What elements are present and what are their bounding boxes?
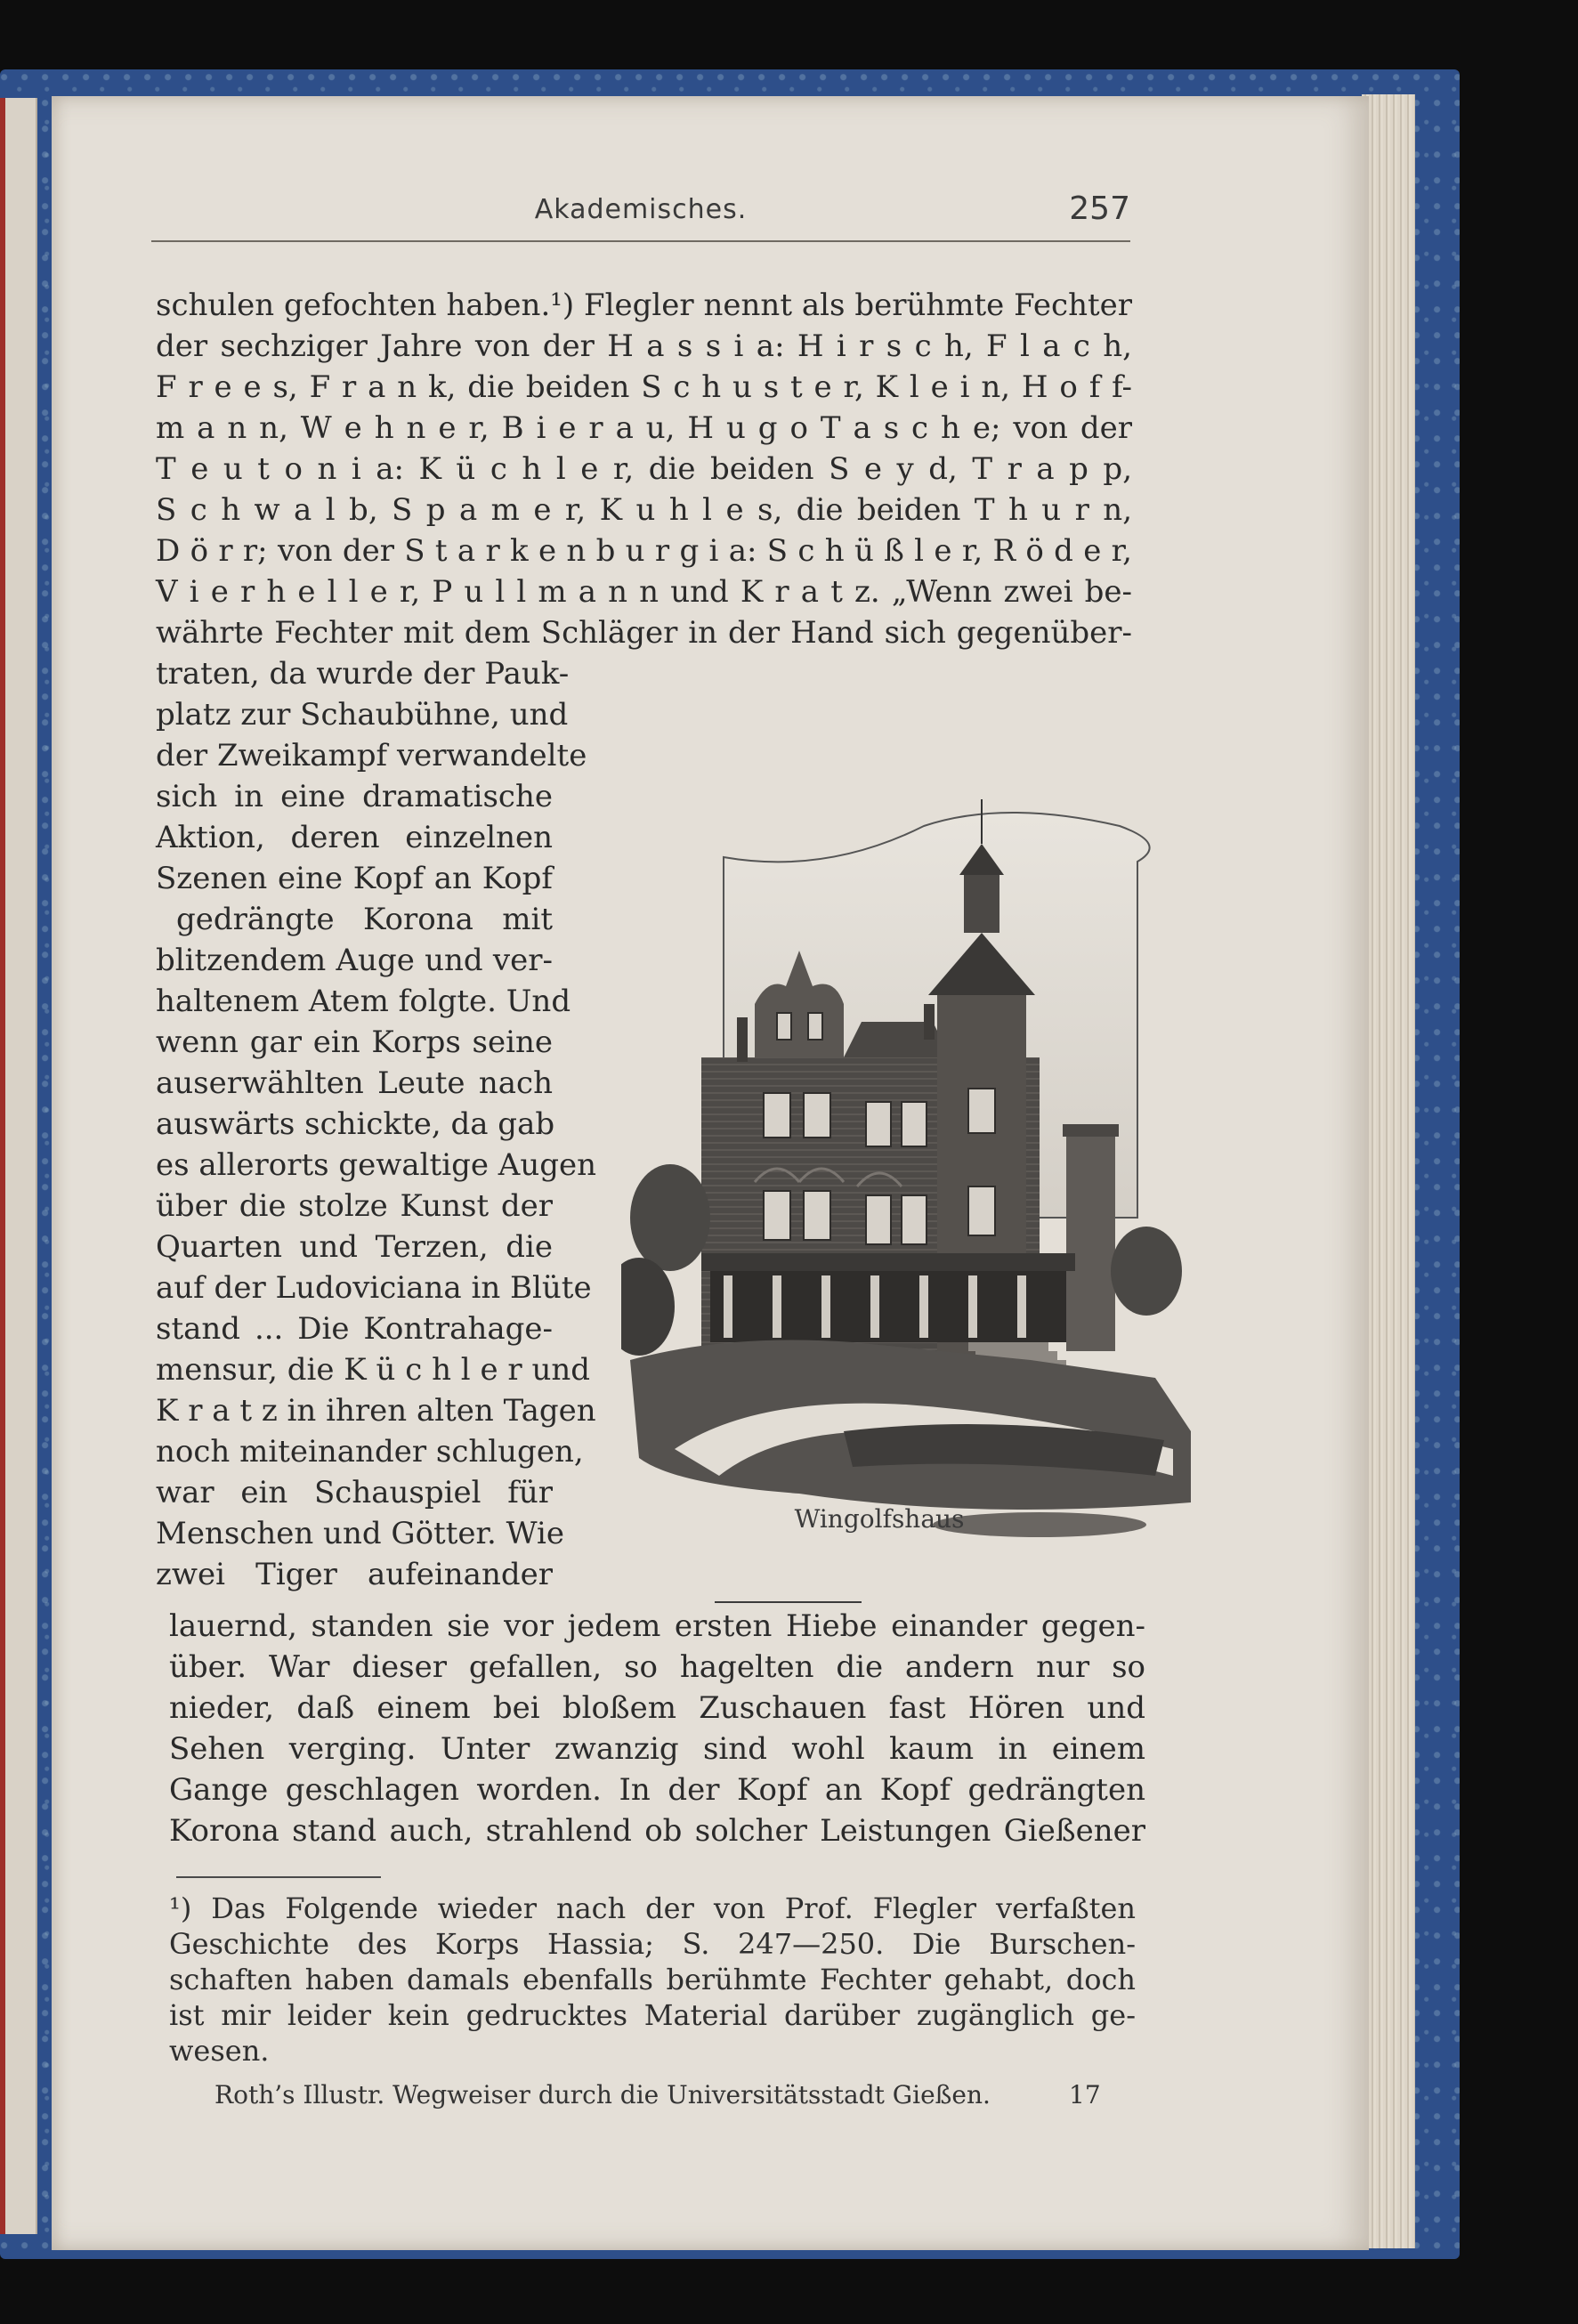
wrap-line: auserwählten Leute nach <box>156 1065 553 1101</box>
body-line: nieder, daß einem bei bloßem Zuschauen fast Hören und <box>169 1690 1145 1726</box>
running-header <box>151 187 1130 242</box>
building-illustration <box>621 719 1191 1574</box>
wrap-line: zwei Tiger aufeinander <box>156 1557 553 1592</box>
page-stack-edge <box>1362 94 1415 2248</box>
wrap-line: stand ... Die Kontrahage- <box>156 1311 553 1347</box>
body-line: T e u t o n i a: K ü c h l e r, die beiden S e y d, T r a p p, <box>156 451 1132 487</box>
footnote-line: ¹) Das Folgende wieder nach der von Prof. Flegler verfaßten <box>169 1891 1136 1925</box>
body-line: m a n n, W e h n e r, B i e r a u, H u g o T a s c h e; von der <box>156 410 1132 446</box>
wrap-line: gedrängte Korona mit <box>176 902 553 937</box>
wrap-line: Menschen und Götter. Wie <box>156 1516 564 1551</box>
wingolfshaus-engraving <box>621 719 1191 1574</box>
footnote-line: Geschichte des Korps Hassia; S. 247—250. Die Burschen- <box>169 1927 1136 1961</box>
wrap-line: es allerorts gewaltige Augen <box>156 1147 597 1183</box>
signature-mark: 17 <box>1069 2080 1101 2109</box>
body-line: währte Fechter mit dem Schläger in der Hand sich gegenüber- <box>156 615 1132 651</box>
wrap-line: sich in eine dramatische <box>156 779 553 814</box>
wrap-line: platz zur Schaubühne, und <box>156 697 569 733</box>
body-line: D ö r r; von der S t a r k e n b u r g i a: S c h ü ß l e r, R ö d e r, <box>156 533 1132 569</box>
book-page <box>52 96 1369 2250</box>
body-line: der sechziger Jahre von der H a s s i a: H i r s c h, F l a c h, <box>156 328 1132 364</box>
body-line: F r e e s, F r a n k, die beiden S c h u s t e r, K l e i n, H o f f- <box>156 369 1132 405</box>
body-line: lauernd, standen sie vor jedem ersten Hiebe einander gegen- <box>169 1608 1145 1644</box>
wrap-line: noch miteinander schlugen, <box>156 1434 584 1470</box>
footnote-line: wesen. <box>169 2034 270 2068</box>
wrap-line: K r a t z in ihren alten Tagen <box>156 1393 596 1429</box>
wrap-line: Quarten und Terzen, die <box>156 1229 553 1265</box>
wrap-line: blitzendem Auge und ver- <box>156 943 553 978</box>
footnote-line: schaften haben damals ebenfalls berühmte Fechter gehabt, doch <box>169 1963 1136 1996</box>
body-line: V i e r h e l l e r, P u l l m a n n und K r a t z. „Wenn zwei be- <box>156 574 1132 610</box>
body-line: Gange geschlagen worden. In der Kopf an Kopf gedrängten <box>169 1772 1145 1808</box>
footnote-rule <box>176 1876 381 1878</box>
footer-imprint: Roth’s Illustr. Wegweiser durch die Universitätsstadt Gießen. <box>214 2080 991 2109</box>
wrap-line: haltenem Atem folgte. Und <box>156 984 571 1019</box>
wrap-line: auf der Ludoviciana in Blüte <box>156 1270 592 1306</box>
body-line: Korona stand auch, strahlend ob solcher Leistungen Gießener <box>169 1813 1145 1849</box>
body-line: Sehen verging. Unter zwanzig sind wohl kaum in einem <box>169 1731 1145 1767</box>
wrap-line: Szenen eine Kopf an Kopf <box>156 861 553 896</box>
body-line: schulen gefochten haben.¹) Flegler nennt als berühmte Fechter <box>156 287 1132 323</box>
wrap-line: Aktion, deren einzelnen <box>156 820 553 855</box>
body-line: S c h w a l b, S p a m e r, K u h l e s, die beiden T h u r n, <box>156 492 1132 528</box>
wrap-line: der Zweikampf verwandelte <box>156 738 587 773</box>
page-footer <box>214 2080 1101 2109</box>
footnote-line: ist mir leider kein gedrucktes Material darüber zugänglich ge- <box>169 1998 1136 2032</box>
wrap-line: mensur, die K ü c h l e r und <box>156 1352 591 1388</box>
page-number: 257 <box>1069 190 1130 227</box>
running-title: Akademisches. <box>534 194 748 225</box>
decorative-rule <box>715 1601 862 1603</box>
figure-caption: Wingolfshaus <box>794 1504 965 1534</box>
previous-page-edge <box>0 98 37 2234</box>
wrap-line: war ein Schauspiel für <box>156 1475 553 1510</box>
wrap-line: wenn gar ein Korps seine <box>156 1024 553 1060</box>
body-line: über. War dieser gefallen, so hagelten die andern nur so <box>169 1649 1145 1685</box>
wrap-line: auswärts schickte, da gab <box>156 1106 555 1142</box>
wrap-line: traten, da wurde der Pauk- <box>156 656 570 692</box>
wrap-line: über die stolze Kunst der <box>156 1188 553 1224</box>
